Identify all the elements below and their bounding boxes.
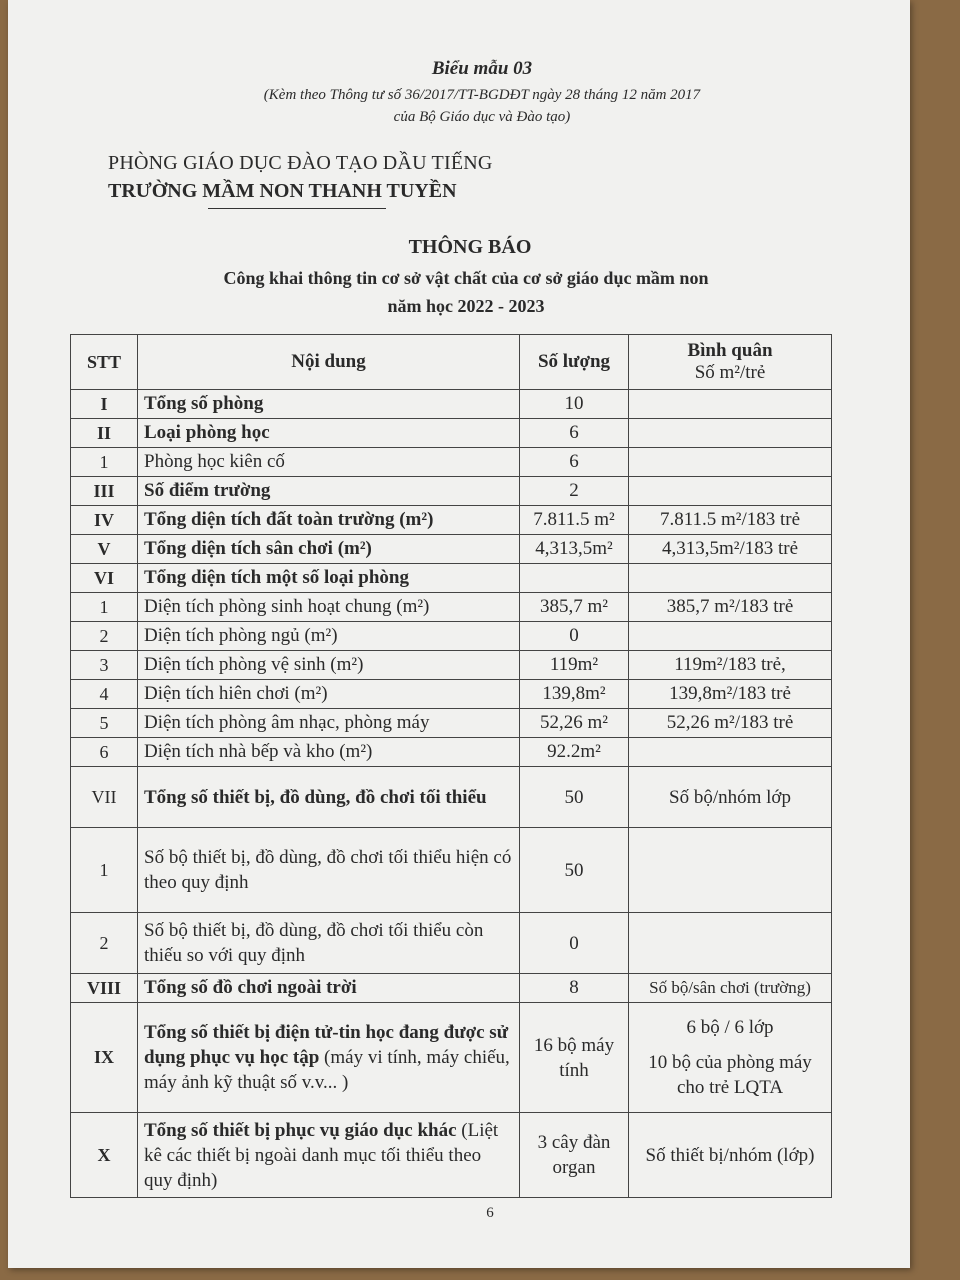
row-quantity: 92.2m² [520,738,629,767]
row-stt: IX [71,1003,138,1113]
row-stt: VIII [71,974,138,1003]
form-note [8,84,910,128]
form-title: Biểu mẫu 03 [431,58,533,79]
table-row [71,564,832,593]
header-average-line1: Bình quân [687,340,773,361]
table-row [71,1003,832,1113]
row-average: 4,313,5m²/183 trẻ [629,535,832,564]
header-average [629,335,832,390]
row-content [138,1113,520,1198]
table-row [71,390,832,419]
row-average [629,477,832,506]
row-content: Diện tích phòng ngủ (m²) [138,622,520,651]
row-average [629,564,832,593]
notice-subtitle-line2: năm học 2022 - 2023 [387,296,545,316]
row-quantity: 3 cây đàn organ [520,1113,629,1198]
row-average [629,828,832,913]
row-content: Tổng số phòng [138,390,520,419]
row-stt: 2 [71,622,138,651]
table-row [71,767,832,828]
header-quantity: Số lượng [520,335,629,390]
row-content: Tổng diện tích một số loại phòng [138,564,520,593]
facilities-table [70,334,832,1198]
row-stt: X [71,1113,138,1198]
row-average [629,1003,832,1113]
row-content: Số điểm trường [138,477,520,506]
row-quantity: 0 [520,913,629,974]
row-stt: 2 [71,913,138,974]
header-content: Nội dung [138,335,520,390]
row-average [629,390,832,419]
row-stt: VII [71,767,138,828]
row-quantity: 7.811.5 m² [520,506,629,535]
row-quantity: 4,313,5m² [520,535,629,564]
row-average: 7.811.5 m²/183 trẻ [629,506,832,535]
table-header-row [71,335,832,390]
table-row [71,506,832,535]
row-stt: II [71,419,138,448]
row-quantity: 16 bộ máy tính [520,1003,629,1113]
row-stt: 1 [71,828,138,913]
row-content: Diện tích phòng vệ sinh (m²) [138,651,520,680]
header-stt: STT [71,335,138,390]
row-average-line2: 10 bộ của phòng máy cho trẻ LQTA [648,1052,812,1098]
page-number: 6 [486,1205,494,1221]
row-content: Số bộ thiết bị, đồ dùng, đồ chơi tối thiểu còn thiếu so với quy định [138,913,520,974]
row-quantity: 119m² [520,651,629,680]
table-row [71,1113,832,1198]
row-stt: 1 [71,448,138,477]
row-stt: IV [71,506,138,535]
row-stt: III [71,477,138,506]
table-row [71,593,832,622]
row-content-bold: Tổng số thiết bị phục vụ giáo dục khác [144,1119,457,1141]
row-content: Diện tích nhà bếp và kho (m²) [138,738,520,767]
document-page [8,0,910,1268]
form-note-line1: (Kèm theo Thông tư số 36/2017/TT-BGDĐT ngày 28 tháng 12 năm 2017 [263,87,701,103]
row-average-line1: 6 bộ / 6 lớp [686,1017,774,1038]
row-content-rest: (máy vi tính, máy chiếu, máy ảnh kỹ thuật số v.v... ) [144,1047,510,1093]
row-content: Tổng diện tích sân chơi (m²) [138,535,520,564]
row-quantity [520,564,629,593]
row-average: 119m²/183 trẻ, [629,651,832,680]
table-row [71,477,832,506]
table-row [71,622,832,651]
notice-title: THÔNG BÁO [408,236,532,258]
row-average: 385,7 m²/183 trẻ [629,593,832,622]
row-average [629,622,832,651]
row-average: 52,26 m²/183 trẻ [629,709,832,738]
notice-subtitle-line1: Công khai thông tin cơ sở vật chất của cơ sở giáo dục mầm non [223,268,709,288]
row-quantity: 385,7 m² [520,593,629,622]
table-row [71,448,832,477]
row-stt: I [71,390,138,419]
table-row [71,651,832,680]
table-row [71,535,832,564]
row-average [629,448,832,477]
row-quantity: 139,8m² [520,680,629,709]
table-row [71,709,832,738]
row-content: Loại phòng học [138,419,520,448]
school-name: TRƯỜNG MẦM NON THANH TUYỀN [108,180,457,202]
row-quantity: 2 [520,477,629,506]
row-quantity: 8 [520,974,629,1003]
row-content: Tổng diện tích đất toàn trường (m²) [138,506,520,535]
row-stt: 3 [71,651,138,680]
row-content: Tổng số đồ chơi ngoài trời [138,974,520,1003]
row-stt: 5 [71,709,138,738]
row-average [629,738,832,767]
school-underline [208,208,386,209]
header-average-line2: Số m²/trẻ [694,362,766,383]
table-row [71,680,832,709]
row-quantity: 50 [520,828,629,913]
row-quantity: 6 [520,448,629,477]
row-content [138,1003,520,1113]
table-row [71,738,832,767]
row-quantity: 10 [520,390,629,419]
row-content: Số bộ thiết bị, đồ dùng, đồ chơi tối thiểu hiện có theo quy định [138,828,520,913]
row-content: Phòng học kiên cố [138,448,520,477]
row-quantity: 52,26 m² [520,709,629,738]
table-row [71,419,832,448]
row-content: Tổng số thiết bị, đồ dùng, đồ chơi tối thiểu [138,767,520,828]
department-name: PHÒNG GIÁO DỤC ĐÀO TẠO DẦU TIẾNG [108,152,493,174]
row-stt: 4 [71,680,138,709]
table-row [71,828,832,913]
row-quantity: 6 [520,419,629,448]
row-average [629,913,832,974]
row-average: 139,8m²/183 trẻ [629,680,832,709]
row-average [629,419,832,448]
row-content-rest: (Liệt kê các thiết bị ngoài danh mục tối thiểu theo quy định) [144,1119,499,1191]
row-stt: VI [71,564,138,593]
row-content-bold: Tổng số thiết bị điện tử-tin học đang được sử dụng phục vụ học tập [144,1022,509,1068]
row-stt: V [71,535,138,564]
row-content: Diện tích hiên chơi (m²) [138,680,520,709]
row-content: Diện tích phòng âm nhạc, phòng máy [138,709,520,738]
table-row [71,974,832,1003]
row-average: Số bộ/sân chơi (trường) [629,974,832,1003]
row-stt: 1 [71,593,138,622]
table-row [71,913,832,974]
form-note-line2: của Bộ Giáo dục và Đào tạo) [393,109,571,125]
row-average: Số thiết bị/nhóm (lớp) [629,1113,832,1198]
row-quantity: 0 [520,622,629,651]
row-average: Số bộ/nhóm lớp [629,767,832,828]
row-stt: 6 [71,738,138,767]
row-quantity: 50 [520,767,629,828]
row-content: Diện tích phòng sinh hoạt chung (m²) [138,593,520,622]
notice-subtitle [8,264,910,320]
